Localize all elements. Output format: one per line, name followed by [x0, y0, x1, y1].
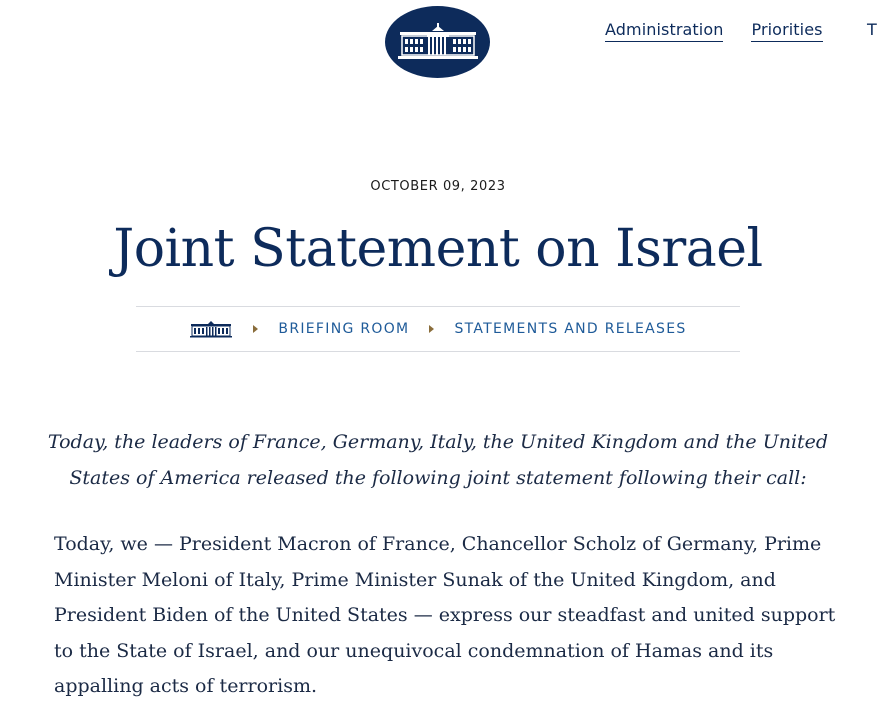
body-paragraph: Today, we — President Macron of France, Chancellor Scholz of Germany, Prime Minister Meloni of Italy, Prime Minister Sunak of the United Kingdom, and President Biden of the United States — express our steadfast and united support to the State of Israel, and our unequivocal condemnation of Hamas and its appalling acts of terrorism.	[54, 533, 836, 697]
white-house-logo[interactable]	[385, 6, 490, 78]
breadcrumb-statements-and-releases[interactable]: STATEMENTS AND RELEASES	[454, 321, 687, 337]
white-house-icon	[189, 320, 233, 338]
intro-paragraph: Today, the leaders of France, Germany, Italy, the United Kingdom and the United States of America released the following joint statement following their call:	[47, 431, 829, 489]
page-title: Joint Statement on Israel	[113, 219, 763, 279]
breadcrumb-home[interactable]	[189, 320, 233, 338]
nav-administration[interactable]: Administration	[605, 20, 723, 42]
top-navigation	[605, 20, 823, 42]
caret-right-icon	[429, 325, 434, 333]
caret-right-icon	[253, 325, 258, 333]
nav-overflow-item[interactable]: T	[867, 20, 877, 39]
post-date: OCTOBER 09, 2023	[370, 179, 506, 194]
breadcrumb	[136, 306, 740, 352]
white-house-icon	[396, 23, 480, 61]
nav-priorities[interactable]: Priorities	[751, 20, 822, 42]
breadcrumb-briefing-room[interactable]: BRIEFING ROOM	[278, 321, 410, 337]
